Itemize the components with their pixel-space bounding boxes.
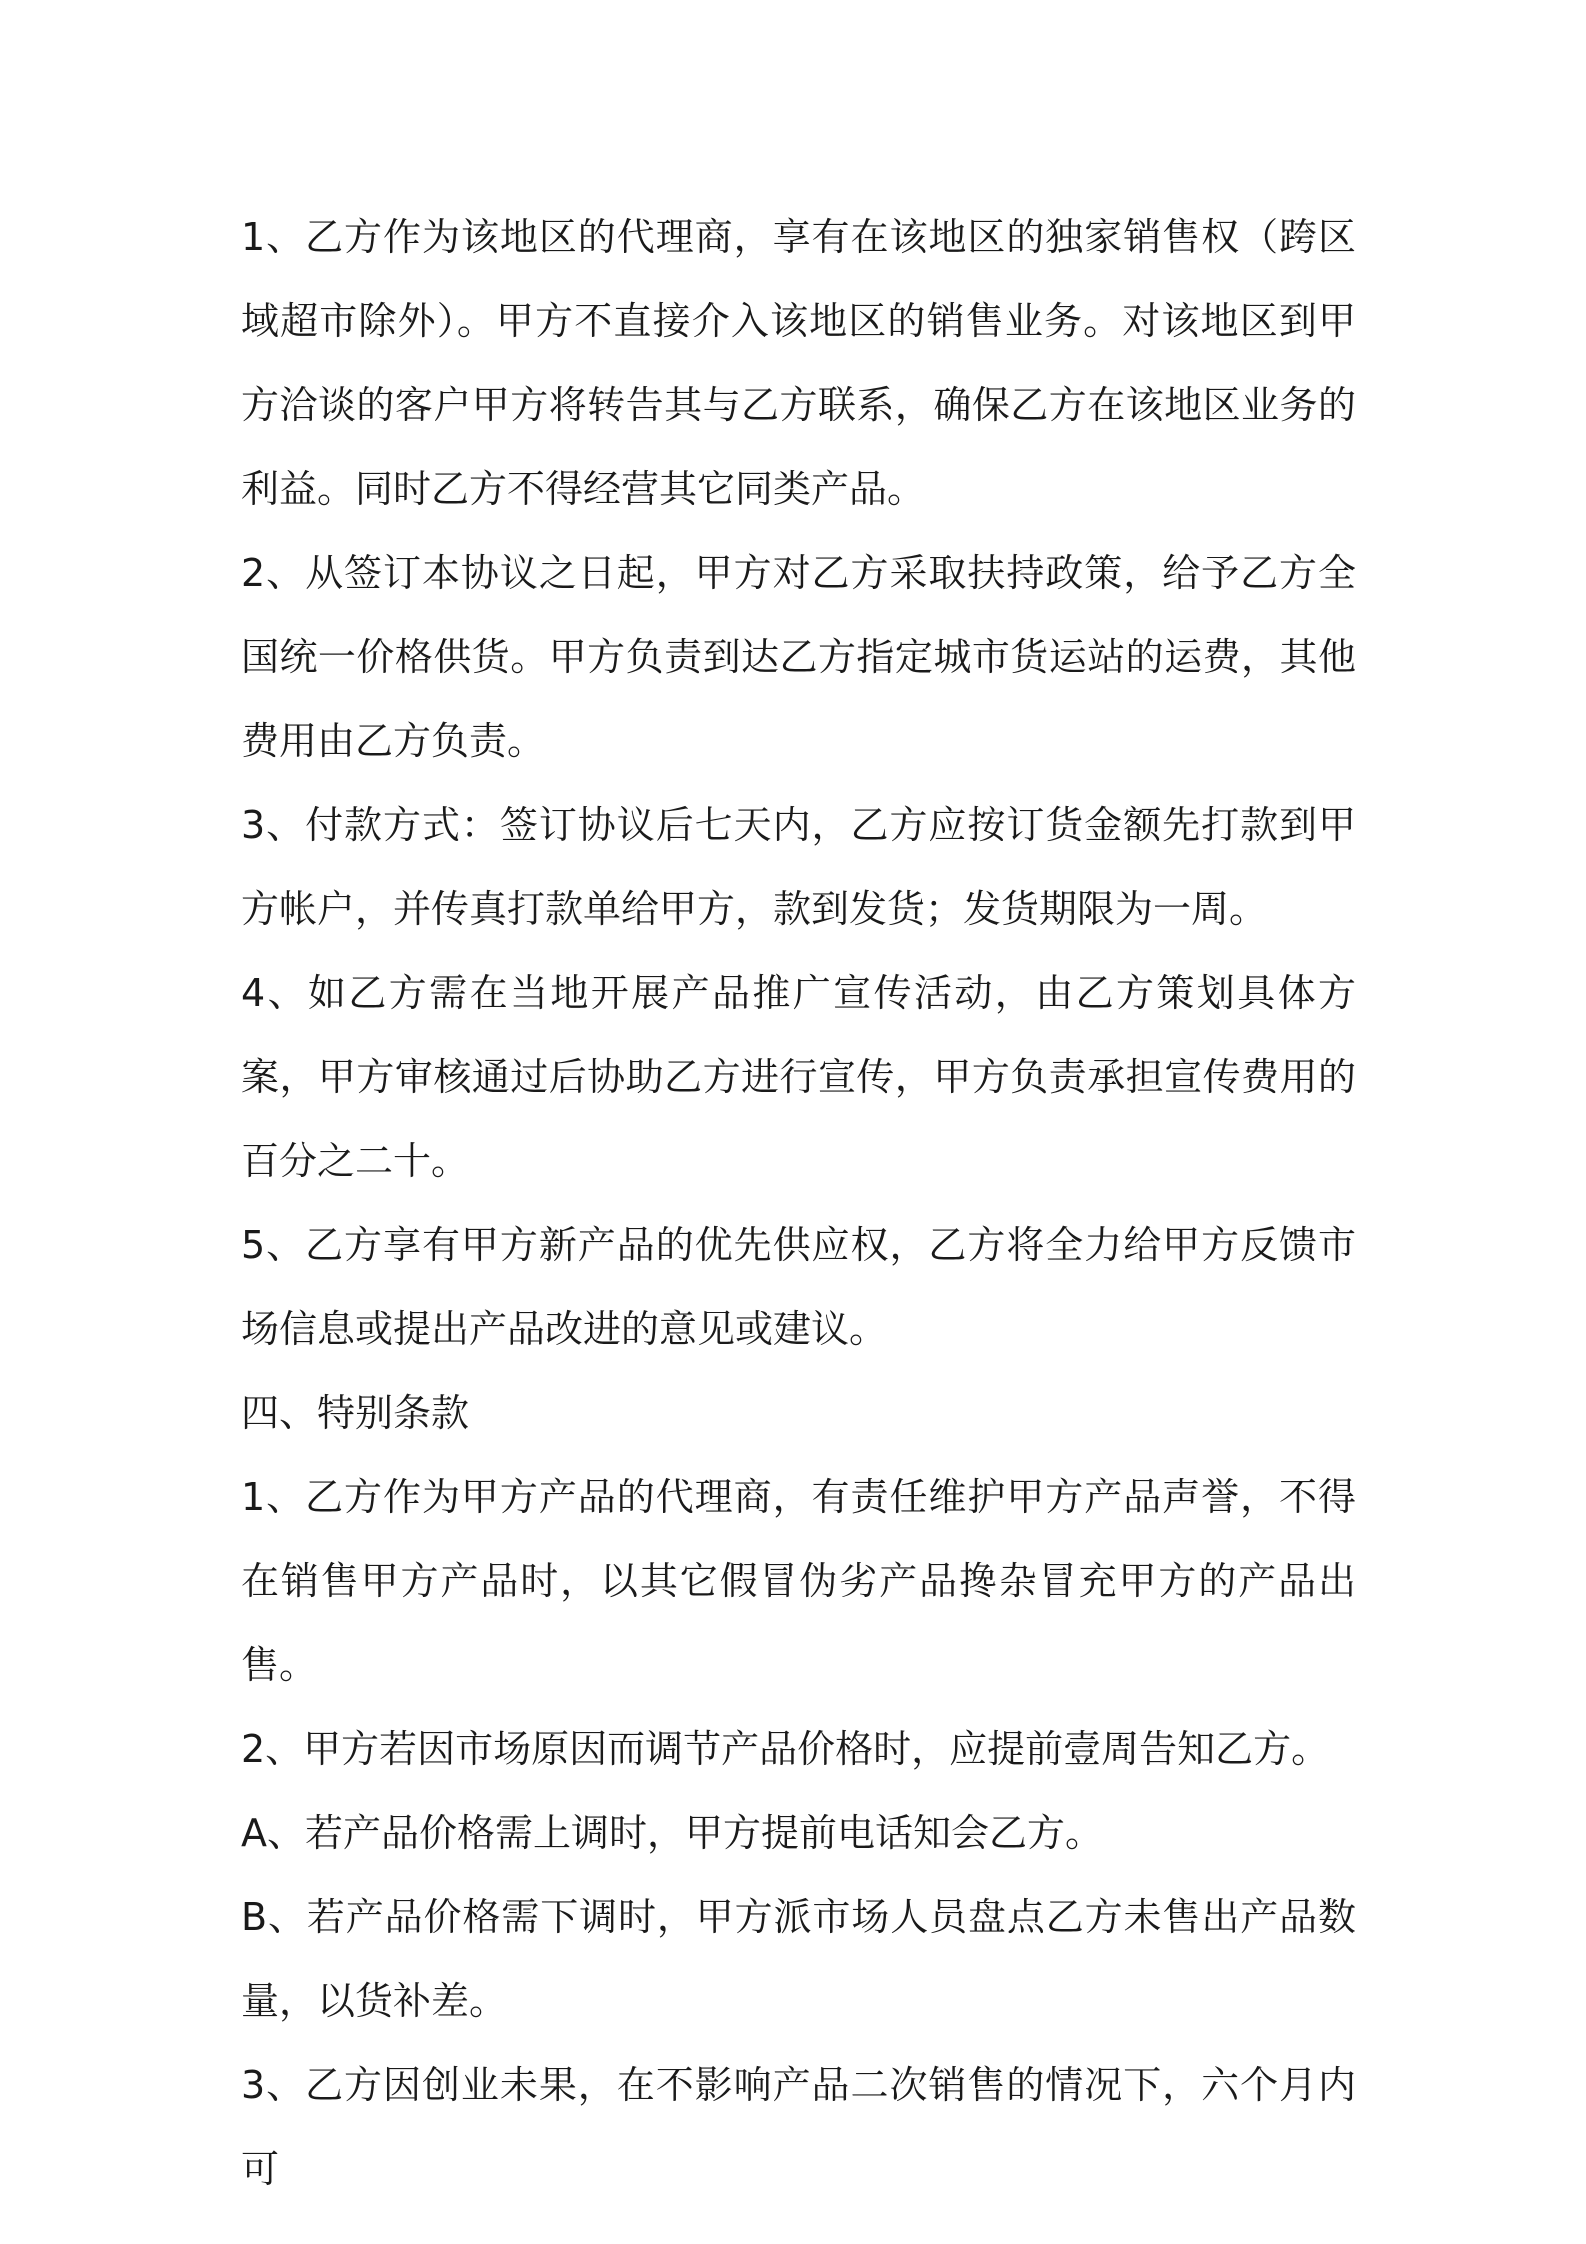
paragraph-clause-5-priority-supply: 5、乙方享有甲方新产品的优先供应权，乙方将全力给甲方反馈市场信息或提出产品改进的意见或建议。 [241,1223,1356,1351]
document-body [241,195,1356,2211]
paragraph-clause-1-exclusive-rights: 1、乙方作为该地区的代理商，享有在该地区的独家销售权（跨区域超市除外）。甲方不直接介入该地区的销售业务。对该地区到甲方洽谈的客户甲方将转告其与乙方联系，确保乙方在该地区业务的利益。同时乙方不得经营其它同类产品。 [241,215,1356,511]
paragraph-clause-3-payment-method: 3、付款方式：签订协议后七天内，乙方应按订货金额先打款到甲方帐户，并传真打款单给甲方，款到发货；发货期限为一周。 [241,803,1356,931]
paragraph-special-2a-price-increase: A、若产品价格需上调时，甲方提前电话知会乙方。 [241,1811,1103,1855]
paragraph-special-2-price-adjustment: 2、甲方若因市场原因而调节产品价格时，应提前壹周告知乙方。 [241,1727,1330,1771]
paragraph-clause-4-promotion: 4、如乙方需在当地开展产品推广宣传活动，由乙方策划具体方案，甲方审核通过后协助乙方进行宣传，甲方负责承担宣传费用的百分之二十。 [241,971,1356,1183]
paragraph-special-2b-price-decrease: B、若产品价格需下调时，甲方派市场人员盘点乙方未售出产品数量，以货补差。 [241,1895,1356,2023]
paragraph-clause-2-pricing-support: 2、从签订本协议之日起，甲方对乙方采取扶持政策，给予乙方全国统一价格供货。甲方负责到达乙方指定城市货运站的运费，其他费用由乙方负责。 [241,551,1356,763]
section-heading-special-terms: 四、特别条款 [241,1391,470,1435]
paragraph-special-3-return: 3、乙方因创业未果，在不影响产品二次销售的情况下，六个月内可 [241,2063,1356,2191]
paragraph-special-1-reputation: 1、乙方作为甲方产品的代理商，有责任维护甲方产品声誉，不得在销售甲方产品时，以其它假冒伪劣产品搀杂冒充甲方的产品出售。 [241,1475,1356,1687]
